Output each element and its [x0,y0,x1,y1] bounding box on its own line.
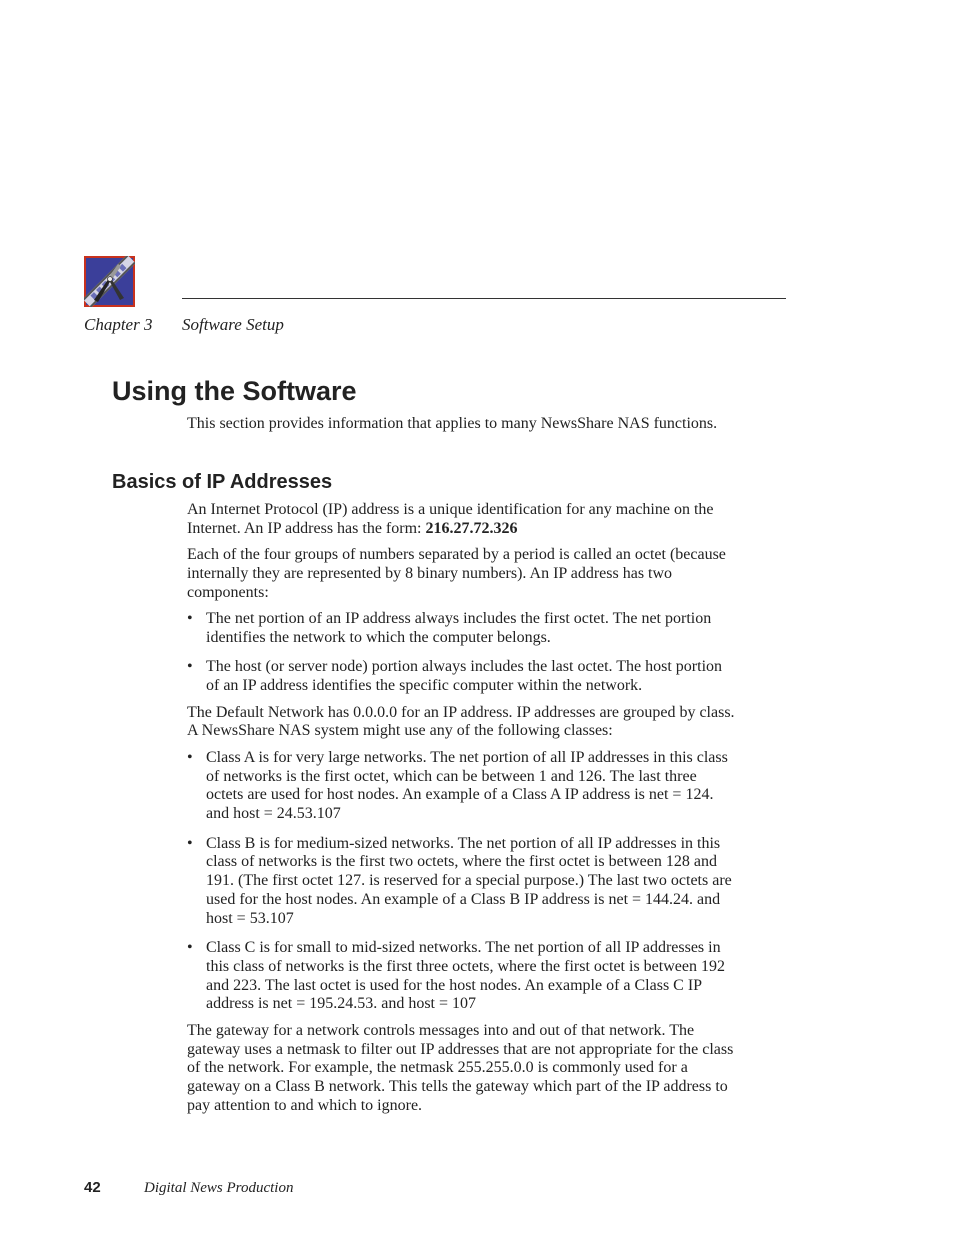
section-title: Using the Software [112,376,357,406]
header-rule [182,298,786,299]
ip-definition-paragraph [187,501,735,539]
bullet-icon: • [187,610,193,628]
list-item [187,610,735,648]
list-item-text: Class B is for medium-sized networks. The net portion of all IP addresses in this class of networks is the first two octets, where the first octet is between 128 and 191. (The first octet 127. is reserved for a special purpose.) The last two octets are used for the host nodes. An example of a Class B IP address is net = 144.24. and host = 53.107 [206,834,732,927]
list-item [187,658,735,696]
list-item-text: The net portion of an IP address always includes the first octet. The net portion identifies the network to which the computer belongs. [206,610,712,646]
default-network-paragraph: The Default Network has 0.0.0.0 for an IP address. IP addresses are grouped by class. A NewsShare NAS system might use any of the following classes: [187,703,735,740]
gateway-paragraph: The gateway for a network controls messages into and out of that network. The gateway uses a netmask to filter out IP addresses that are not appropriate for the class of the network. For example, the netmask 255.255.0.0 is commonly used for a gateway on a Class B network. This tells the gateway which part of the IP address to pay attention to and which to ignore. [187,1021,734,1115]
chapter-title: Software Setup [182,315,284,334]
film-strip-editing-icon [84,256,135,307]
list-item [187,939,735,1014]
list-item-text: The host (or server node) portion always includes the last octet. The host portion of an IP address identifies the specific computer within the network. [206,658,723,695]
bullet-icon: • [187,658,193,676]
ip-example: 216.27.72.326 [425,519,518,537]
page-number: 42 [84,1179,101,1196]
list-item-text: Class A is for very large networks. The net portion of all IP addresses in this class of networks is the first octet, which can be between 1 and 126. The last three octets are used for host nodes. An example of a Class A IP address is net = 124. and host = 24.53.107 [206,748,728,823]
subsection-body [187,501,735,1123]
components-list [187,610,735,696]
bullet-icon: • [187,939,193,957]
section-intro [187,415,735,434]
running-head [84,314,284,336]
subsection-title: Basics of IP Addresses [112,471,333,493]
list-item [187,749,735,824]
classes-list [187,749,735,1015]
octet-paragraph: Each of the four groups of numbers separated by a period is called an octet (because internally they are represented by 8 binary numbers). An IP address has two components: [187,546,726,601]
chapter-label: Chapter 3 [84,315,153,334]
intro-paragraph: This section provides information that applies to many NewsShare NAS functions. [187,415,718,432]
page-footer [84,1178,293,1198]
bullet-icon: • [187,748,193,766]
bullet-icon: • [187,834,193,852]
book-title: Digital News Production [144,1180,294,1196]
ip-definition-text: An Internet Protocol (IP) address is a unique identification for any machine on the Internet. An IP address has the form: [187,501,714,537]
list-item-text: Class C is for small to mid-sized networks. The net portion of all IP addresses in this class of networks is the first three octets, where the first octet is between 192 and 223. The last octet is used for the host nodes. An example of a Class C IP address is net = 195.24.53. and host = 107 [206,939,725,1013]
list-item [187,835,735,929]
